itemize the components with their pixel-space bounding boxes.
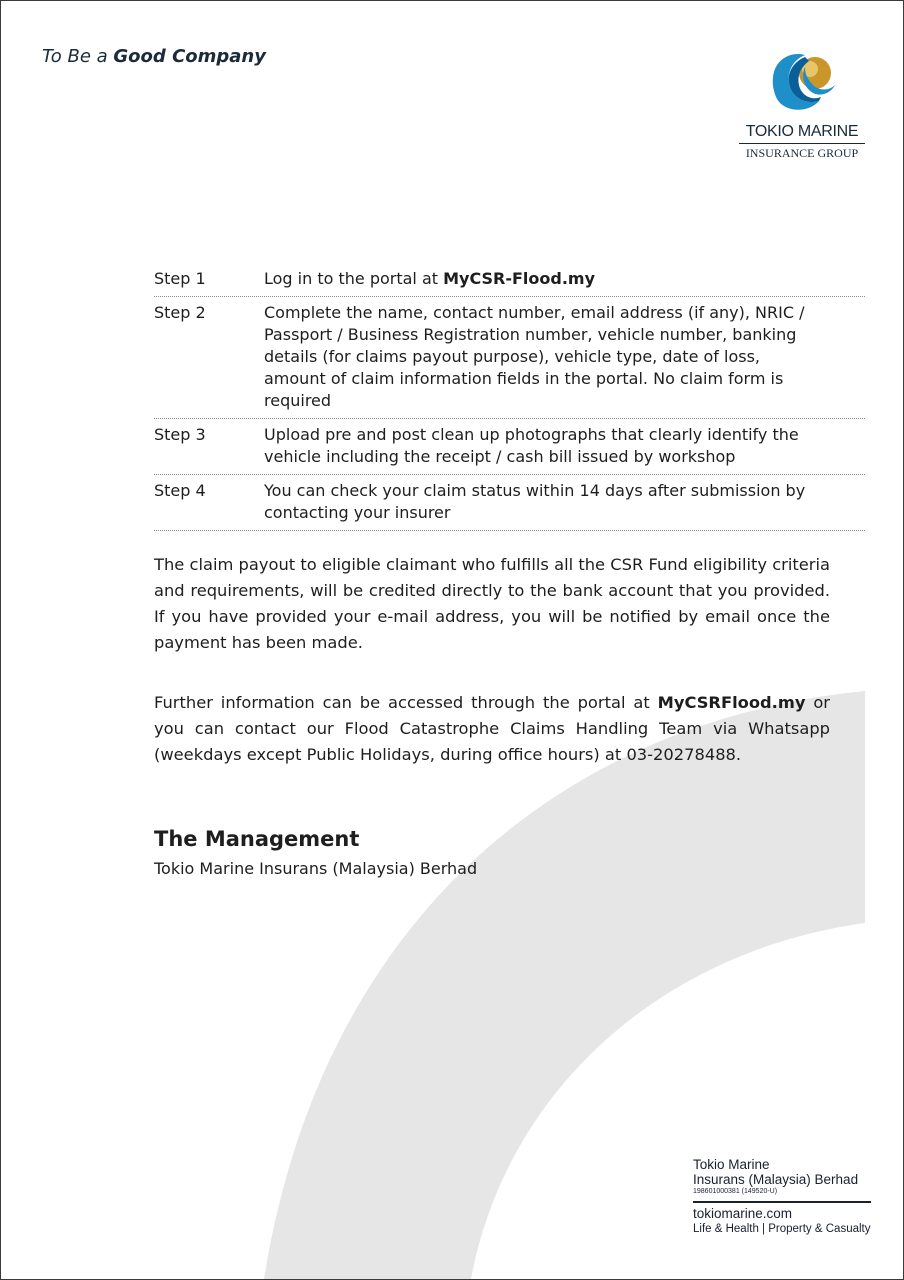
- logo-divider: [739, 143, 865, 144]
- portal-link[interactable]: MyCSRFlood.my: [657, 693, 806, 712]
- signoff-company: Tokio Marine Insurans (Malaysia) Berhad: [154, 859, 478, 878]
- step-text: Complete the name, contact number, email address (if any), NRIC / Passport / Business Registration number, vehicle number, banking details (for claims payout purpose), vehicle type, date of loss, amount of claim information fields in the portal. No claim form is required: [264, 303, 805, 410]
- step-text: You can check your claim status within 14 days after submission by contacting your insurer: [264, 481, 806, 522]
- tagline: To Be a Good Company: [42, 46, 266, 67]
- footer-registration: 198601000381 (149520-U): [693, 1188, 778, 1195]
- logo-name: TOKIO MARINE: [745, 123, 859, 140]
- step-row: [154, 297, 865, 419]
- footer-website-link[interactable]: tokiomarine.com: [693, 1206, 793, 1221]
- tokio-marine-logo: [737, 47, 867, 161]
- steps-table: [154, 263, 865, 531]
- step-row: [154, 475, 865, 531]
- step-row: [154, 419, 865, 475]
- footer-company-line1: Tokio Marine: [693, 1157, 770, 1172]
- logo-subtitle: INSURANCE GROUP: [745, 146, 859, 160]
- footer-block: [693, 1157, 871, 1236]
- step-row: [154, 263, 865, 297]
- portal-link[interactable]: MyCSR-Flood.my: [443, 269, 596, 288]
- step-label: Step 4: [154, 481, 206, 500]
- logo-emblem-icon: [765, 47, 839, 121]
- step-label: Step 3: [154, 425, 206, 444]
- step-text: Upload pre and post clean up photographs that clearly identify the vehicle including the receipt / cash bill issued by workshop: [264, 425, 799, 466]
- further-info-paragraph: Further information can be accessed through the portal at MyCSRFlood.my or you can contact our Flood Catastrophe Claims Handling Team via Whatsapp (weekdays except Public Holidays, during office hours) at 03-20278488.: [154, 693, 830, 764]
- step-label: Step 2: [154, 303, 206, 322]
- footer-company-line2: Insurans (Malaysia) Berhad: [693, 1172, 859, 1187]
- step-text: Log in to the portal at MyCSR-Flood.my: [264, 269, 596, 288]
- signoff-title: The Management: [154, 827, 360, 851]
- step-label: Step 1: [154, 269, 206, 288]
- footer-divider: [693, 1201, 871, 1203]
- payout-paragraph: The claim payout to eligible claimant who fulfills all the CSR Fund eligibility criteria and requirements, will be credited directly to the bank account that you provided. If you have provided your e-mail address, you will be notified by email once the payment has been made.: [154, 555, 830, 652]
- footer-business-lines: Life & Health | Property & Casualty: [693, 1223, 871, 1235]
